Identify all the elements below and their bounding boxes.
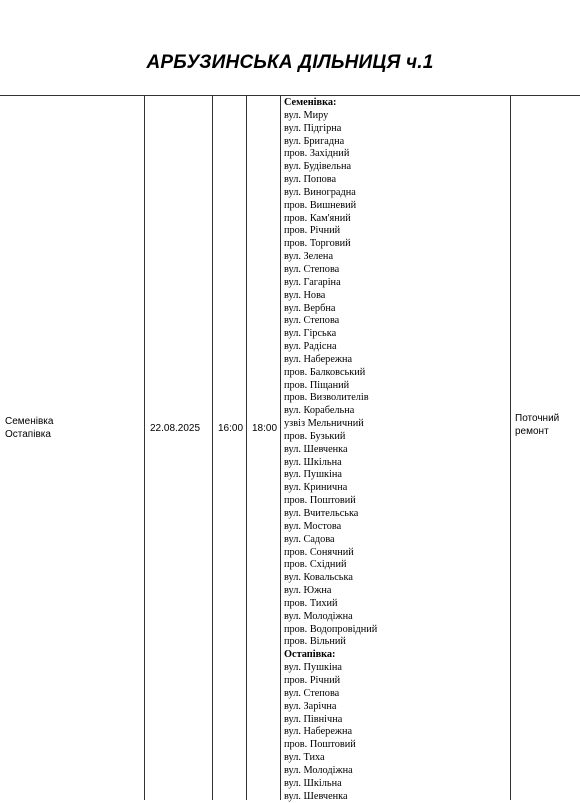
column-divider <box>510 95 511 800</box>
street-item: вул. Степова <box>284 315 340 327</box>
street-item: вул. Північна <box>284 713 343 725</box>
street-item: пров. Балковський <box>284 366 366 378</box>
street-item: пров. Вишневий <box>284 199 357 211</box>
street-item: вул. Зелена <box>284 251 334 263</box>
settlements-cell <box>5 415 53 441</box>
street-item: вул. Кринична <box>284 482 348 494</box>
street-item: вул. Підгірна <box>284 122 342 134</box>
street-item: пров. Визволителів <box>284 392 369 404</box>
street-item: пров. Вільний <box>284 636 346 648</box>
street-item: пров. Водопровідний <box>284 623 378 635</box>
street-item: вул. Корабельна <box>284 405 355 417</box>
street-item: вул. Гагаріна <box>284 276 341 288</box>
streets-list <box>284 97 510 803</box>
date-cell: 22.08.2025 <box>150 423 201 434</box>
street-item: вул. Будівельна <box>284 161 352 173</box>
street-item: пров. Річний <box>284 674 341 686</box>
street-item: вул. Ковальська <box>284 572 353 584</box>
street-item: пров. Піщаний <box>284 379 350 391</box>
street-item: вул. Набережна <box>284 353 353 365</box>
street-item: пров. Бузький <box>284 430 346 442</box>
street-item: вул. Бригадна <box>284 135 345 147</box>
street-item: вул. Миру <box>284 109 329 121</box>
street-item: пров. Поштовий <box>284 495 356 507</box>
street-item: пров. Тихий <box>284 597 338 609</box>
settlement-name: Семенівка <box>5 416 54 427</box>
street-item: вул. Набережна <box>284 726 353 738</box>
street-item: вул. Шевченка <box>284 790 348 802</box>
street-item: вул. Тиха <box>284 752 325 764</box>
page-title: АРБУЗИНСЬКА ДІЛЬНИЦЯ ч.1 <box>146 52 434 73</box>
street-item: вул. Шевченка <box>284 443 348 455</box>
work-type-cell <box>515 412 559 438</box>
street-item: вул. Пушкіна <box>284 469 342 481</box>
end-time-cell: 18:00 <box>252 423 278 434</box>
street-item: вул. Попова <box>284 174 337 186</box>
street-item: вул. Молодіжна <box>284 610 353 622</box>
street-item: вул. Южна <box>284 585 332 597</box>
work-type-line: Поточний <box>515 413 560 424</box>
street-item: вул. Шкільна <box>284 777 342 789</box>
street-item: вул. Виноградна <box>284 186 356 198</box>
street-item: пров. Річний <box>284 225 341 237</box>
street-item: пров. Східний <box>284 559 347 571</box>
work-type-line: ремонт <box>515 426 549 437</box>
table-top-border <box>0 95 580 96</box>
street-item: вул. Вербна <box>284 302 336 314</box>
street-item: пров. Торговий <box>284 238 351 250</box>
street-item: вул. Зарічна <box>284 700 337 712</box>
street-item: вул. Гірська <box>284 328 337 340</box>
street-item: пров. Кам'яний <box>284 212 351 224</box>
column-divider <box>246 95 247 800</box>
street-item: вул. Шкільна <box>284 456 342 468</box>
street-item: вул. Молодіжна <box>284 764 353 776</box>
street-item: пров. Сонячний <box>284 546 354 558</box>
column-divider <box>212 95 213 800</box>
street-item: вул. Мостова <box>284 520 342 532</box>
street-item: вул. Нова <box>284 289 326 301</box>
street-item: вул. Степова <box>284 263 340 275</box>
street-item: вул. Степова <box>284 687 340 699</box>
settlement-header: Семенівка: <box>284 97 337 108</box>
column-divider <box>144 95 145 800</box>
street-item: пров. Поштовий <box>284 739 356 751</box>
street-item: пров. Західний <box>284 148 350 160</box>
street-item: узвіз Мельничний <box>284 418 364 430</box>
street-item: вул. Пушкіна <box>284 662 342 674</box>
start-time-cell: 16:00 <box>218 423 244 434</box>
street-item: вул. Вчительська <box>284 508 359 519</box>
settlement-header: Остапівка: <box>284 649 336 661</box>
settlement-name: Остапівка <box>5 429 51 440</box>
street-item: вул. Радісна <box>284 341 337 353</box>
column-divider <box>280 95 281 800</box>
street-item: вул. Садова <box>284 533 335 545</box>
